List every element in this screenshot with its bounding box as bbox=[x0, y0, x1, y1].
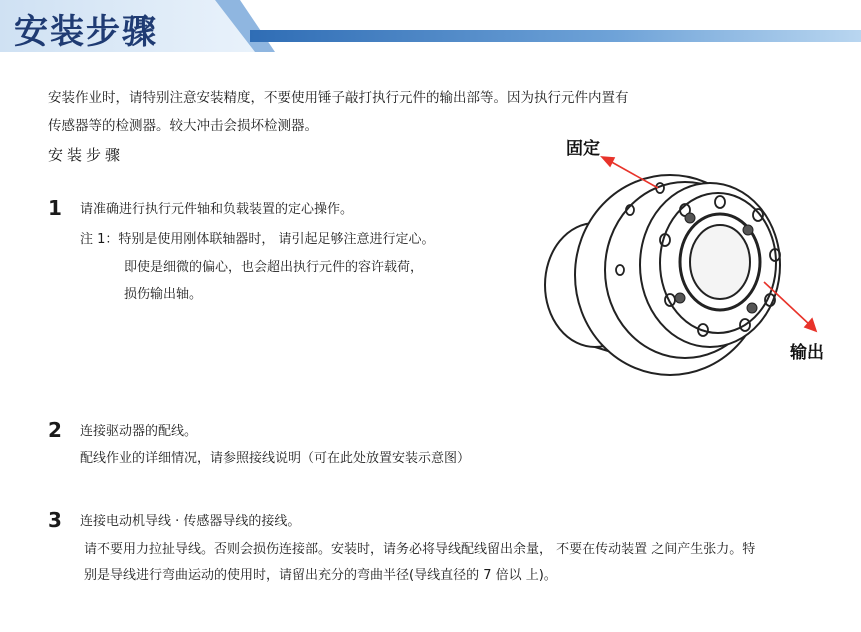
step-2-text: 连接驱动器的配线。 bbox=[80, 424, 198, 439]
page-title: 安装步骤 bbox=[14, 12, 158, 52]
step-1-number: 1 bbox=[48, 196, 62, 220]
actuator-figure bbox=[520, 120, 820, 410]
step-1-note-line-1: 注 1：特别是使用刚体联轴器时， 请引起足够注意进行定心。 bbox=[80, 232, 435, 247]
section-subheading: 安装步骤 bbox=[48, 146, 125, 164]
step-1-text: 请准确进行执行元件轴和负载装置的定心操作。 bbox=[80, 202, 354, 217]
intro-line-1: 安装作业时，请特别注意安装精度，不要使用锤子敲打执行元件的输出部等。因为执行元件内置有 bbox=[48, 90, 629, 106]
step-3-detail-line-2: 别是导线进行弯曲运动的使用时，请留出充分的弯曲半径(导线直径的 7 倍以 上)。 bbox=[84, 568, 557, 583]
fixed-arrowhead bbox=[602, 157, 614, 166]
step-3-detail-line-1: 请不要用力拉扯导线。否则会损伤连接部。安装时，请务必将导线配线留出余量， 不要在传动装置 之间产生张力。特 bbox=[84, 542, 756, 557]
label-output: 输出 bbox=[790, 343, 824, 363]
step-1-note-line-2: 即使是细微的偏心，也会超出执行元件的容许载荷， bbox=[124, 260, 424, 275]
intro-line-2: 传感器等的检测器。较大冲击会损坏检测器。 bbox=[48, 118, 318, 134]
title-banner bbox=[0, 0, 861, 52]
label-fixed: 固定 bbox=[566, 139, 600, 159]
step-1-note-line-3: 损伤输出轴。 bbox=[124, 287, 203, 302]
step-2-number: 2 bbox=[48, 418, 62, 442]
step-2-detail-line-1: 配线作业的详细情况，请参照接线说明（可在此处放置安装示意图） bbox=[80, 451, 471, 466]
step-3-text: 连接电动机导线 · 传感器导线的接线。 bbox=[80, 514, 301, 529]
step-3-number: 3 bbox=[48, 508, 62, 532]
